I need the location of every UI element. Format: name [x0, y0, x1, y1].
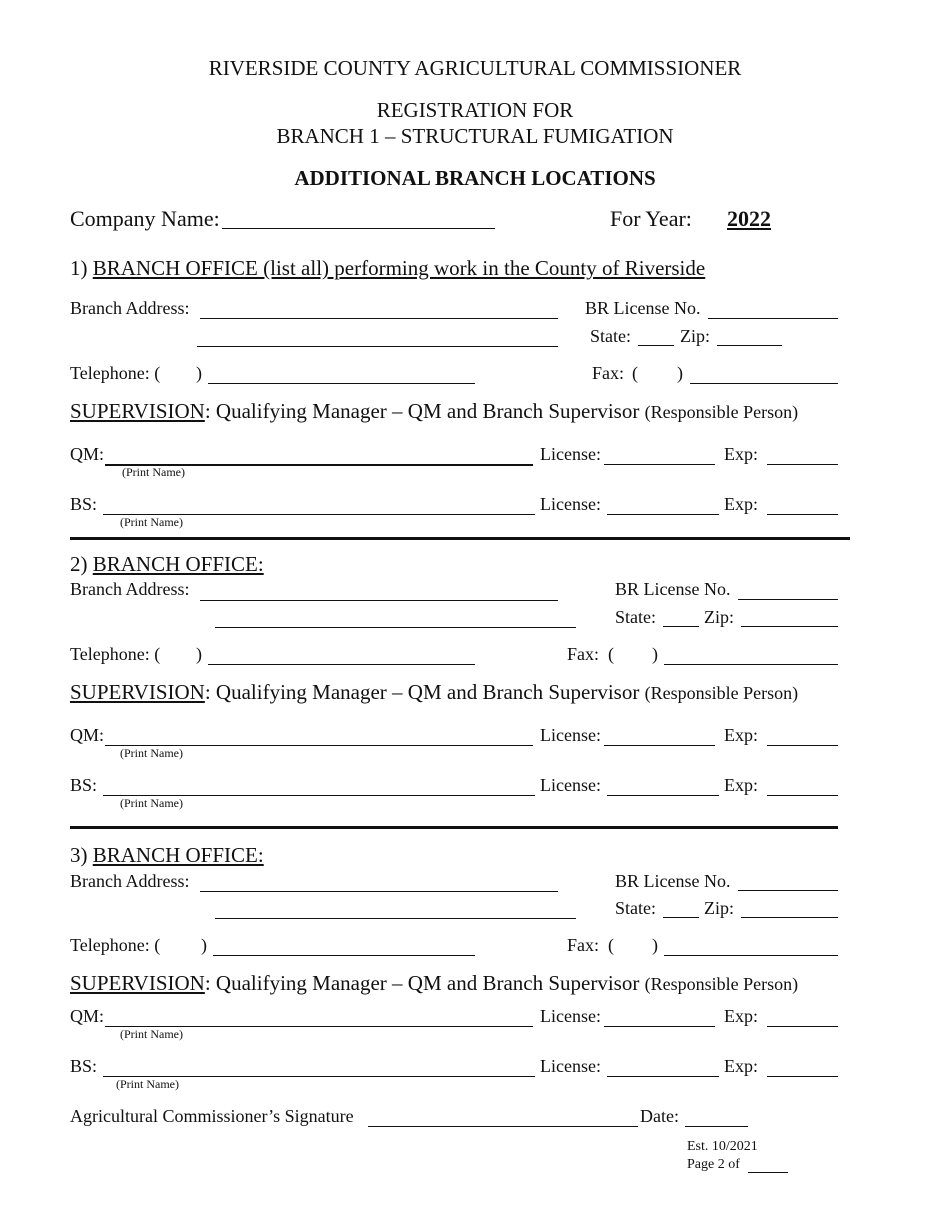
qm-exp-label: Exp:	[724, 444, 758, 464]
fax-field[interactable]	[664, 664, 838, 665]
bs-exp-label: Exp:	[724, 1056, 758, 1076]
qm-label: QM:	[70, 1006, 105, 1026]
br-license-field[interactable]	[738, 599, 838, 600]
date-field[interactable]	[685, 1126, 748, 1127]
bs-exp-label: Exp:	[724, 775, 758, 795]
br-license-label: BR License No.	[615, 871, 731, 891]
br-license-label: BR License No.	[615, 579, 731, 599]
supervision-text: : Qualifying Manager – QM and Branch Supervisor	[204, 399, 640, 423]
page-number-label: Page 2 of	[687, 1157, 740, 1172]
qm-license-label: License:	[540, 725, 601, 745]
branch-address-field-1[interactable]	[200, 318, 558, 319]
qm-label: QM:	[70, 725, 105, 745]
qm-license-field[interactable]	[604, 464, 715, 465]
qm-exp-field[interactable]	[767, 464, 838, 465]
zip-field[interactable]	[741, 626, 838, 627]
year-value: 2022	[727, 206, 771, 231]
section-2-heading	[70, 552, 264, 577]
fax-paren-open: (	[632, 363, 638, 383]
section-3-heading	[70, 843, 264, 868]
zip-label: Zip:	[680, 326, 710, 346]
for-year-label: For Year:	[610, 206, 692, 231]
qm-license-label: License:	[540, 1006, 601, 1026]
company-name-field[interactable]	[222, 228, 495, 229]
state-field[interactable]	[663, 917, 699, 918]
section-3-number: 3)	[70, 843, 88, 867]
zip-label: Zip:	[704, 898, 734, 918]
fax-paren-close: )	[677, 363, 683, 383]
qm-exp-field[interactable]	[767, 1026, 838, 1027]
print-name-caption: (Print Name)	[120, 1027, 183, 1041]
section-1-number: 1)	[70, 256, 88, 280]
state-label: State:	[590, 326, 631, 346]
branch-address-field-1[interactable]	[200, 891, 558, 892]
fax-paren-open: (	[608, 644, 614, 664]
fax-field[interactable]	[664, 955, 838, 956]
bs-license-field[interactable]	[607, 514, 719, 515]
supervision-label: SUPERVISION	[70, 971, 205, 995]
signature-label: Agricultural Commissioner’s Signature	[70, 1106, 354, 1126]
qm-license-field[interactable]	[604, 745, 715, 746]
zip-label: Zip:	[704, 607, 734, 627]
state-field[interactable]	[663, 626, 699, 627]
branch-address-field-1[interactable]	[200, 600, 558, 601]
bs-license-label: License:	[540, 775, 601, 795]
page-total-field[interactable]	[748, 1172, 788, 1173]
fax-field[interactable]	[690, 383, 838, 384]
print-name-caption: (Print Name)	[122, 465, 185, 479]
telephone-label: Telephone: (	[70, 644, 161, 664]
section-3-title: BRANCH OFFICE:	[92, 843, 264, 867]
br-license-label: BR License No.	[585, 298, 701, 318]
print-name-caption: (Print Name)	[120, 746, 183, 760]
qm-exp-field[interactable]	[767, 745, 838, 746]
est-date: Est. 10/2021	[687, 1139, 758, 1154]
branch-address-field-2[interactable]	[215, 627, 576, 628]
qm-label: QM:	[70, 444, 105, 464]
section-2-number: 2)	[70, 552, 88, 576]
responsible-person-label: (Responsible Person)	[644, 683, 799, 703]
fax-paren-open: (	[608, 935, 614, 955]
section-divider	[70, 537, 850, 540]
section-2-title: BRANCH OFFICE:	[92, 552, 264, 576]
bs-label: BS:	[70, 494, 98, 514]
signature-field[interactable]	[368, 1126, 638, 1127]
date-label: Date:	[640, 1106, 679, 1126]
bs-exp-label: Exp:	[724, 494, 758, 514]
branch-address-field-2[interactable]	[215, 918, 576, 919]
bs-license-label: License:	[540, 494, 601, 514]
supervision-heading	[70, 680, 798, 705]
print-name-caption: (Print Name)	[120, 796, 183, 810]
supervision-text: : Qualifying Manager – QM and Branch Supervisor	[204, 971, 640, 995]
section-1-heading	[70, 256, 705, 281]
registration-line-2: BRANCH 1 – STRUCTURAL FUMIGATION	[276, 124, 674, 148]
telephone-paren-close: )	[196, 363, 202, 383]
page-title: ADDITIONAL BRANCH LOCATIONS	[294, 166, 656, 190]
state-label: State:	[615, 607, 656, 627]
supervision-text: : Qualifying Manager – QM and Branch Supervisor	[204, 680, 640, 704]
bs-exp-field[interactable]	[767, 514, 838, 515]
print-name-caption: (Print Name)	[116, 1077, 179, 1091]
qm-exp-label: Exp:	[724, 725, 758, 745]
qm-license-field[interactable]	[604, 1026, 715, 1027]
supervision-label: SUPERVISION	[70, 399, 205, 423]
section-divider	[70, 826, 838, 829]
telephone-label: Telephone: (	[70, 935, 161, 955]
fax-label: Fax:	[567, 935, 600, 955]
branch-address-label: Branch Address:	[70, 579, 190, 599]
bs-license-field[interactable]	[607, 1076, 719, 1077]
br-license-field[interactable]	[738, 890, 838, 891]
registration-line-1: REGISTRATION FOR	[376, 98, 574, 122]
print-name-caption: (Print Name)	[120, 515, 183, 529]
responsible-person-label: (Responsible Person)	[644, 402, 799, 422]
section-1-title: BRANCH OFFICE (list all) performing work in the County of Riverside	[92, 256, 706, 280]
qm-license-label: License:	[540, 444, 601, 464]
branch-address-label: Branch Address:	[70, 298, 190, 318]
state-field[interactable]	[638, 345, 674, 346]
telephone-label: Telephone: (	[70, 363, 161, 383]
bs-label: BS:	[70, 775, 98, 795]
telephone-field[interactable]	[208, 383, 475, 384]
fax-label: Fax:	[592, 363, 625, 383]
responsible-person-label: (Responsible Person)	[644, 974, 799, 994]
supervision-heading	[70, 399, 798, 424]
zip-field[interactable]	[741, 917, 838, 918]
state-label: State:	[615, 898, 656, 918]
bs-exp-field[interactable]	[767, 795, 838, 796]
fax-paren-close: )	[652, 644, 658, 664]
br-license-field[interactable]	[708, 318, 838, 319]
telephone-field[interactable]	[208, 664, 475, 665]
agency-title: RIVERSIDE COUNTY AGRICULTURAL COMMISSIONER	[208, 56, 742, 80]
bs-license-field[interactable]	[607, 795, 719, 796]
supervision-label: SUPERVISION	[70, 680, 205, 704]
fax-paren-close: )	[652, 935, 658, 955]
bs-label: BS:	[70, 1056, 98, 1076]
supervision-heading	[70, 971, 798, 996]
company-name-label: Company Name:	[70, 206, 220, 231]
fax-label: Fax:	[567, 644, 600, 664]
zip-field[interactable]	[717, 345, 782, 346]
telephone-field[interactable]	[213, 955, 475, 956]
branch-address-field-2[interactable]	[197, 346, 558, 347]
branch-address-label: Branch Address:	[70, 871, 190, 891]
bs-license-label: License:	[540, 1056, 601, 1076]
bs-exp-field[interactable]	[767, 1076, 838, 1077]
qm-exp-label: Exp:	[724, 1006, 758, 1026]
telephone-paren-close: )	[201, 935, 207, 955]
telephone-paren-close: )	[196, 644, 202, 664]
